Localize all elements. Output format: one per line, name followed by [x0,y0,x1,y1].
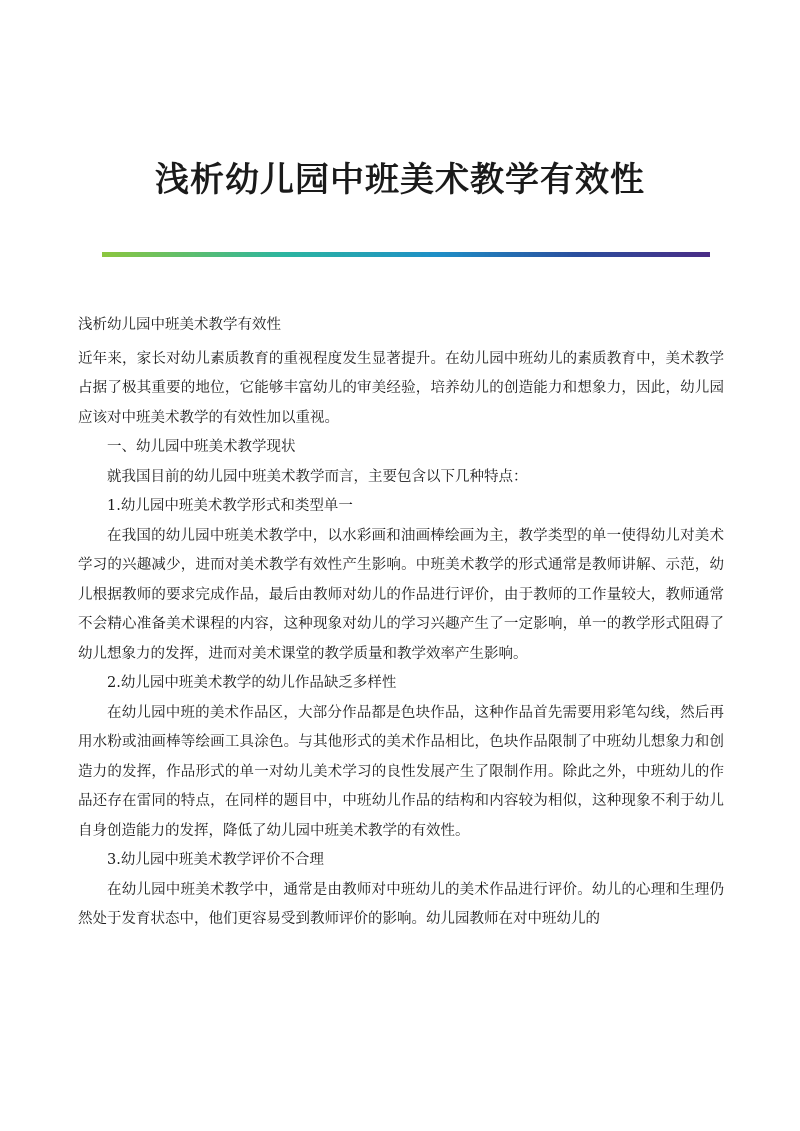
paragraph-works-diversity: 在幼儿园中班的美术作品区，大部分作品都是色块作品，这种作品首先需要用彩笔勾线，然后再用水粉或油画棒等绘画工具涂色。与其他形式的美术作品相比，色块作品限制了中班幼儿想象力和创造力的发挥，作品形式的单一对幼儿美术学习的良性发展产生了限制作用。除此之外，中班幼儿的作品还存在雷同的特点，在同样的题目中，中班幼儿作品的结构和内容较为相似，这种现象不利于幼儿自身创造能力的发挥，降低了幼儿园中班美术教学的有效性。 [78,704,724,839]
paragraph-intro: 近年来，家长对幼儿素质教育的重视程度发生显著提升。在幼儿园中班幼儿的素质教育中，美术教学占据了极其重要的地位，它能够丰富幼儿的审美经验，培养幼儿的创造能力和想象力，因此，幼儿园应该对中班美术教学的有效性加以重视。 [78,350,724,426]
subheading-works-diversity: 2.幼儿园中班美术教学的幼儿作品缺乏多样性 [107,675,397,691]
paragraph-form-single: 在我国的幼儿园中班美术教学中，以水彩画和油画棒绘画为主，教学类型的单一使得幼儿对美术学习的兴趣减少，进而对美术教学有效性产生影响。中班美术教学的形式通常是教师讲解、示范，幼儿根据教师的要求完成作品，最后由教师对幼儿的作品进行评价，由于教师的工作量较大，教师通常不会精心准备美术课程的内容，这种现象对幼儿的学习兴趣产生了一定影响，单一的教学形式阻碍了幼儿想象力的发挥，进而对美术课堂的教学质量和教学效率产生影响。 [78,527,724,662]
title-divider [102,252,710,257]
subheading-form-single: 1.幼儿园中班美术教学形式和类型单一 [107,498,353,514]
paragraph-evaluation: 在幼儿园中班美术教学中，通常是由教师对中班幼儿的美术作品进行评价。幼儿的心理和生理仍然处于发育状态中，他们更容易受到教师评价的影响。幼儿园教师在对中班幼儿的 [78,881,724,927]
page-title: 浅析幼儿园中班美术教学有效性 [155,160,645,200]
subheading-evaluation: 3.幼儿园中班美术教学评价不合理 [107,852,324,868]
paragraph-features-lead: 就我国目前的幼儿园中班美术教学而言，主要包含以下几种特点： [107,468,528,485]
document-body [78,311,724,935]
subtitle-line: 浅析幼儿园中班美术教学有效性 [78,317,281,333]
section-heading-status: 一、幼儿园中班美术教学现状 [107,439,296,455]
